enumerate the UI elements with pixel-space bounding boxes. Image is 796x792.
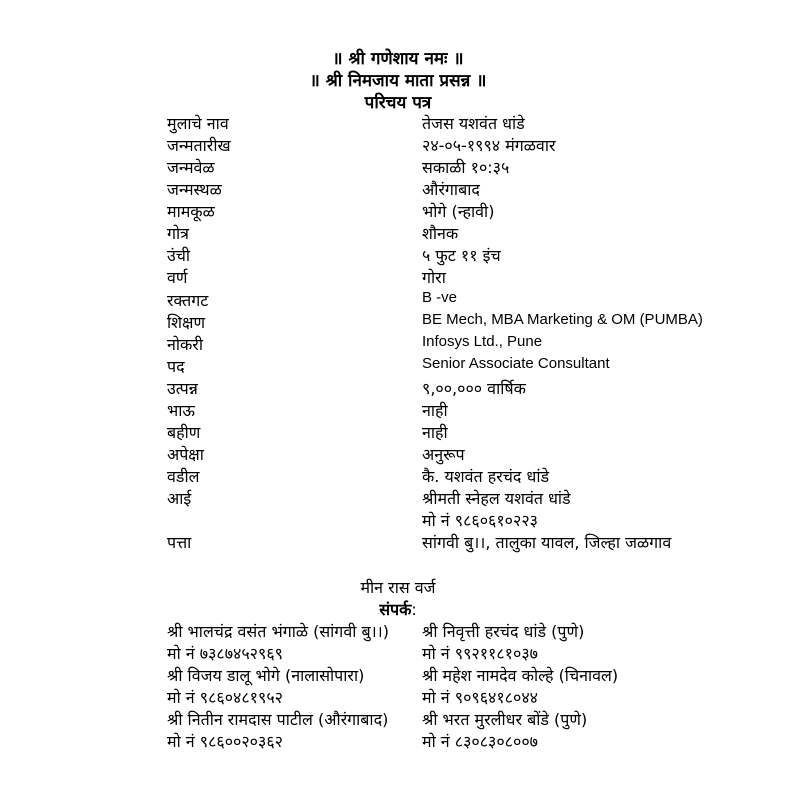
header-line-1: ॥ श्री गणेशाय नमः ॥ xyxy=(332,49,464,69)
header-line-2: ॥ श्री निमजाय माता प्रसन्न ॥ xyxy=(309,71,487,91)
detail-row xyxy=(0,311,796,333)
detail-label: रक्तगट xyxy=(167,291,209,310)
detail-label: नोकरी xyxy=(167,335,204,354)
detail-label: आई xyxy=(167,489,192,508)
detail-row xyxy=(0,266,796,288)
detail-row xyxy=(0,355,796,377)
detail-value: तेजस यशवंत धांडे xyxy=(422,114,525,133)
detail-label: मुलाचे नाव xyxy=(167,114,229,133)
contact-right: श्री निवृत्ती हरचंद धांडे (पुणे) xyxy=(422,622,585,641)
contact-heading xyxy=(0,598,796,620)
detail-label: गोत्र xyxy=(167,224,189,243)
detail-row xyxy=(0,112,796,134)
detail-row xyxy=(0,509,796,531)
detail-label: जन्मवेळ xyxy=(167,158,215,177)
detail-label: पद xyxy=(167,357,185,376)
document-title: परिचय पत्र xyxy=(364,93,432,113)
detail-row xyxy=(0,333,796,355)
detail-label: जन्मतारीख xyxy=(167,136,231,155)
detail-value: गोरा xyxy=(422,268,446,287)
detail-value: शौनक xyxy=(422,224,459,243)
detail-value: B -ve xyxy=(422,289,458,306)
detail-row xyxy=(0,178,796,200)
detail-row xyxy=(0,377,796,399)
detail-value: ५ फुट ११ इंच xyxy=(422,246,501,265)
contact-heading-colon: : xyxy=(411,600,417,619)
detail-value: श्रीमती स्नेहल यशवंत धांडे xyxy=(422,489,571,508)
detail-value: औरंगाबाद xyxy=(422,180,480,199)
detail-label: वडील xyxy=(167,467,200,486)
detail-row xyxy=(0,200,796,222)
detail-value: अनुरूप xyxy=(422,445,465,464)
contact-right: मो नं ९०९६४१८०४४ xyxy=(422,688,538,707)
detail-label: अपेक्षा xyxy=(167,445,204,464)
detail-label: वर्ण xyxy=(167,268,188,287)
contact-right: श्री भरत मुरलीधर बोंडे (पुणे) xyxy=(422,710,588,729)
detail-value: सांगवी बु।।, तालुका यावल, जिल्हा जळगाव xyxy=(422,533,672,552)
detail-row xyxy=(0,487,796,509)
detail-label: उंची xyxy=(167,246,191,265)
detail-label: पत्ता xyxy=(167,533,192,552)
detail-label: भाऊ xyxy=(167,401,195,420)
contact-left: श्री भालचंद्र वसंत भंगाळे (सांगवी बु।।) xyxy=(167,622,389,641)
detail-value: कै. यशवंत हरचंद धांडे xyxy=(422,467,550,486)
contact-heading-label: संपर्क xyxy=(379,600,412,619)
detail-row xyxy=(0,134,796,156)
contact-left: मो नं ७३८७४५२९६९ xyxy=(167,644,283,663)
detail-row xyxy=(0,244,796,266)
detail-row xyxy=(0,222,796,244)
detail-value: नाही xyxy=(422,401,448,420)
detail-value: Infosys Ltd., Pune xyxy=(422,333,543,350)
contact-row xyxy=(0,708,796,730)
contact-row xyxy=(0,642,796,664)
detail-label: जन्मस्थळ xyxy=(167,180,222,199)
rashi-note: मीन रास वर्ज xyxy=(360,578,436,597)
detail-value: २४-०५-१९९४ मंगळवार xyxy=(422,136,556,155)
detail-label: उत्पन्न xyxy=(167,379,198,398)
contact-left: श्री नितीन रामदास पाटील (औरंगाबाद) xyxy=(167,710,389,729)
contact-left: मो नं ९८६०४८१९५२ xyxy=(167,688,283,707)
detail-label: मामकूळ xyxy=(167,202,215,221)
detail-row xyxy=(0,421,796,443)
detail-row xyxy=(0,289,796,311)
contact-left: श्री विजय डालू भोगे (नालासोपारा) xyxy=(167,666,365,685)
detail-value: सकाळी १०:३५ xyxy=(422,158,510,177)
detail-value: ९,००,००० वार्षिक xyxy=(422,379,526,398)
detail-label: शिक्षण xyxy=(167,313,206,332)
detail-value: BE Mech, MBA Marketing & OM (PUMBA) xyxy=(422,311,703,328)
detail-value: Senior Associate Consultant xyxy=(422,355,610,372)
detail-row xyxy=(0,443,796,465)
detail-value: नाही xyxy=(422,423,448,442)
detail-value: मो नं ९८६०६१०२२३ xyxy=(422,511,538,530)
detail-row xyxy=(0,156,796,178)
contact-row xyxy=(0,686,796,708)
detail-label: बहीण xyxy=(167,423,201,442)
detail-row xyxy=(0,465,796,487)
contact-right: श्री महेश नामदेव कोल्हे (चिनावल) xyxy=(422,666,619,685)
detail-value: भोगे (न्हावी) xyxy=(422,202,495,221)
contact-row xyxy=(0,620,796,642)
contact-right: मो नं ८३०८३०८००७ xyxy=(422,732,538,751)
detail-row xyxy=(0,399,796,421)
detail-row xyxy=(0,531,796,553)
contact-row xyxy=(0,730,796,752)
contact-row xyxy=(0,664,796,686)
contact-right: मो नं ९९२११८१०३७ xyxy=(422,644,538,663)
contact-left: मो नं ९८६००२०३६२ xyxy=(167,732,283,751)
